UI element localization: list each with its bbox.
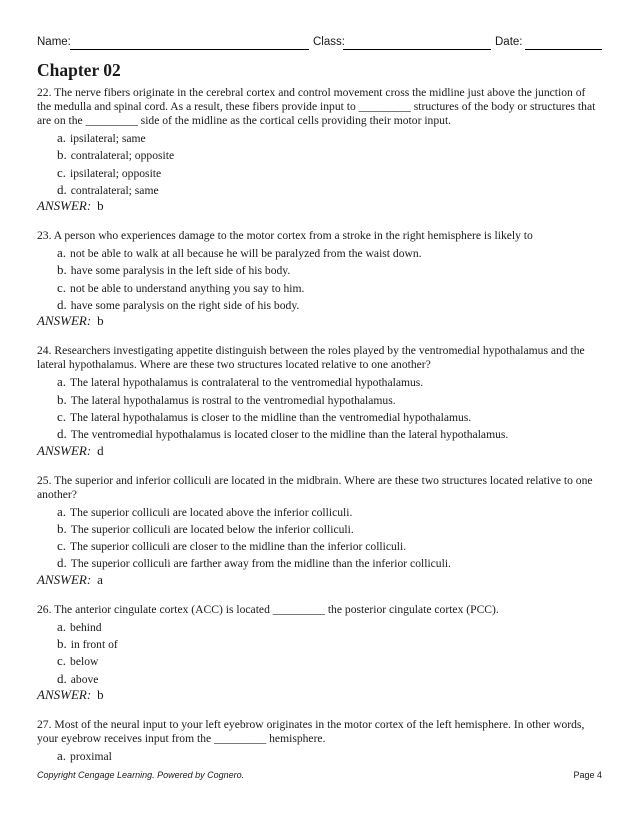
answer-options: [37, 618, 602, 687]
answer-option: [57, 503, 602, 520]
answer-option: [57, 408, 602, 425]
option-text: The ventromedial hypothalamus is located closer to the midline than the lateral hypothalamus.: [70, 428, 509, 442]
answer-option: [57, 520, 602, 537]
option-text: not be able to understand anything you say to him.: [70, 281, 305, 295]
question-block: [37, 344, 602, 459]
answer-option: [57, 670, 602, 687]
answer-line: [37, 313, 602, 330]
question-text: 24. Researchers investigating appetite distinguish between the roles played by the ventromedial hypothalamus and the lateral hypothalamus. Where are these two structures located relative to one another?: [37, 344, 585, 372]
copyright-text: Copyright Cengage Learning. Powered by Cognero.: [37, 770, 245, 780]
worksheet-header: [37, 36, 602, 52]
answer-value: b: [97, 313, 104, 329]
answer-option: [57, 652, 602, 669]
answer-option: [57, 261, 602, 278]
question-block: [37, 474, 602, 589]
name-label: Name:: [37, 36, 71, 48]
option-letter: a.: [57, 747, 67, 763]
option-text: below: [70, 655, 99, 669]
option-letter: b.: [57, 147, 67, 163]
class-field[interactable]: [343, 49, 491, 50]
chapter-title: Chapter 02: [37, 60, 121, 80]
option-text: have some paralysis on the right side of his body.: [70, 299, 300, 313]
answer-options: [37, 747, 602, 764]
question-block: [37, 718, 602, 764]
answer-line: [37, 443, 602, 460]
answer-options: [37, 373, 602, 442]
answer-label: ANSWER:: [37, 313, 92, 329]
question-block: [37, 86, 602, 215]
answer-label: ANSWER:: [37, 571, 92, 587]
option-letter: b.: [57, 262, 67, 278]
option-letter: d.: [57, 181, 67, 197]
question-text: 25. The superior and inferior colliculi are located in the midbrain. Where are these two structures located relative to one another?: [37, 473, 593, 501]
option-letter: a.: [57, 245, 67, 261]
answer-option: [57, 244, 602, 261]
option-text: The lateral hypothalamus is closer to the midline than the ventromedial hypothalamus.: [70, 410, 472, 424]
option-text: ipsilateral; same: [70, 132, 146, 145]
answer-option: [57, 618, 602, 635]
option-letter: c.: [57, 538, 67, 554]
answer-value: d: [97, 442, 104, 458]
option-letter: b.: [57, 636, 67, 652]
option-letter: d.: [57, 555, 67, 571]
answer-option: [57, 164, 602, 181]
answer-options: [37, 244, 602, 313]
option-text: have some paralysis in the left side of his body.: [70, 264, 291, 278]
answer-option: [57, 279, 602, 296]
option-letter: a.: [57, 618, 67, 634]
question-text: 27. Most of the neural input to your left eyebrow originates in the motor cortex of the left hemisphere. In other words, your eyebrow receives input from the _________ hemisphere.: [37, 717, 585, 745]
option-text: The superior colliculi are located above the inferior colliculi.: [70, 505, 353, 519]
question-list: [37, 86, 602, 778]
question-text: 23. A person who experiences damage to the motor cortex from a stroke in the right hemisphere is likely to: [37, 229, 533, 243]
option-letter: a.: [57, 503, 67, 519]
answer-option: [57, 146, 602, 163]
option-letter: c.: [57, 408, 67, 424]
question-text: 22. The nerve fibers originate in the cerebral cortex and control movement cross the midline just above the junction of the medulla and spinal cord. As a result, these fibers provide input to _________ structures of the body or structures that are on the _________ side of the midline as the cortical cells providing their motor input.: [37, 86, 596, 127]
question-block: [37, 603, 602, 704]
option-letter: c.: [57, 164, 67, 180]
question-block: [37, 229, 602, 330]
answer-value: b: [97, 686, 104, 702]
answer-label: ANSWER:: [37, 442, 92, 458]
option-text: behind: [70, 620, 102, 634]
option-text: ipsilateral; opposite: [70, 166, 162, 180]
option-letter: b.: [57, 520, 67, 536]
answer-options: [37, 503, 602, 572]
option-letter: c.: [57, 279, 67, 295]
answer-option: [57, 747, 602, 764]
answer-option: [57, 296, 602, 313]
option-letter: d.: [57, 426, 67, 442]
option-text: The lateral hypothalamus is contralateral to the ventromedial hypothalamus.: [70, 376, 424, 390]
answer-value: b: [97, 198, 104, 214]
answer-options: [37, 129, 602, 198]
option-text: proximal: [70, 749, 112, 763]
option-text: The superior colliculi are closer to the midline than the inferior colliculi.: [70, 540, 407, 554]
page-number: Page 4: [573, 770, 602, 780]
option-text: The lateral hypothalamus is rostral to the ventromedial hypothalamus.: [70, 393, 396, 407]
option-text: contralateral; same: [70, 183, 159, 197]
answer-option: [57, 554, 602, 571]
option-text: The superior colliculi are farther away from the midline than the inferior colliculi.: [70, 557, 451, 571]
answer-option: [57, 537, 602, 554]
date-field[interactable]: [525, 49, 602, 50]
answer-option: [57, 635, 602, 652]
option-letter: d.: [57, 670, 67, 686]
option-letter: a.: [57, 130, 67, 145]
option-letter: a.: [57, 374, 67, 390]
option-text: in front of: [70, 638, 118, 652]
answer-value: a: [97, 571, 103, 587]
option-letter: d.: [57, 297, 67, 313]
question-text: 26. The anterior cingulate cortex (ACC) is located _________ the posterior cingulate cortex (PCC).: [37, 602, 499, 616]
answer-option: [57, 391, 602, 408]
option-text: not be able to walk at all because he will be paralyzed from the waist down.: [70, 247, 422, 261]
date-label: Date:: [495, 36, 523, 48]
answer-line: [37, 198, 602, 215]
answer-option: [57, 181, 602, 198]
answer-label: ANSWER:: [37, 686, 92, 702]
option-letter: b.: [57, 391, 67, 407]
option-text: The superior colliculi are located below the inferior colliculi.: [70, 522, 354, 536]
answer-line: [37, 687, 602, 704]
option-text: above: [70, 672, 99, 686]
answer-option: [57, 373, 602, 390]
answer-label: ANSWER:: [37, 198, 92, 214]
class-label: Class:: [313, 36, 345, 48]
name-field[interactable]: [70, 49, 309, 50]
option-letter: c.: [57, 653, 67, 669]
answer-line: [37, 572, 602, 589]
page-footer: [37, 770, 602, 782]
option-text: contralateral; opposite: [70, 149, 175, 163]
answer-option: [57, 129, 602, 146]
answer-option: [57, 425, 602, 442]
